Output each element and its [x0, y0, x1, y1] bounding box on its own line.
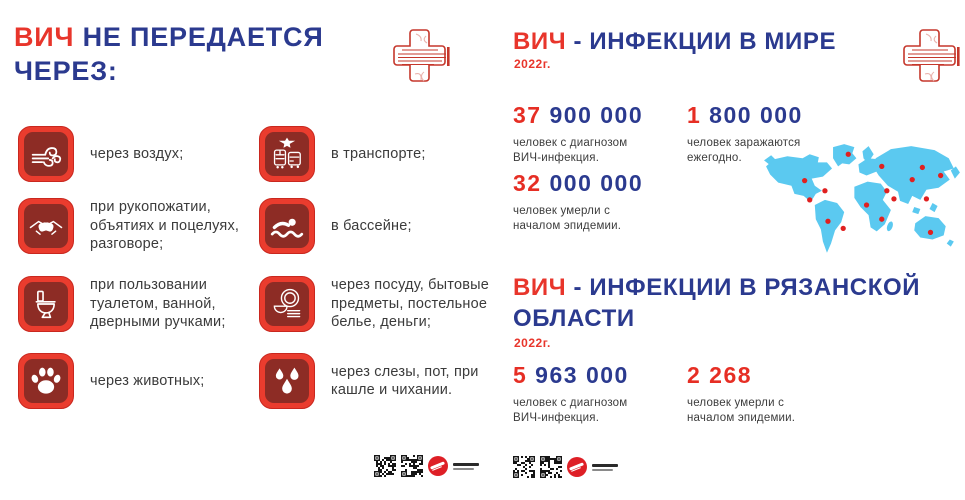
stat-value: 1 800 000 — [687, 102, 803, 128]
icon-tile — [259, 126, 315, 182]
toilet-icon — [24, 282, 68, 326]
icon-tile — [259, 198, 315, 254]
list-item-label: через посуду, бытовые предметы, постельное белье, деньги; — [331, 277, 490, 331]
list-item — [259, 198, 499, 254]
paw-icon — [24, 359, 68, 403]
list-item-label: при рукопожатии, объятиях и поцелуях, разговоре; — [90, 199, 240, 253]
world-year: 2022г. — [514, 57, 551, 71]
footer-contact-text — [453, 463, 479, 470]
stat-value: 2 268 — [687, 362, 753, 388]
icon-tile — [18, 126, 74, 182]
ryazan-title-rest: - ИНФЕКЦИИ В РЯЗАНСКОЙ ОБЛАСТИ — [513, 274, 921, 332]
qr-code — [540, 456, 562, 478]
dishes-icon — [265, 282, 309, 326]
drops-icon — [265, 359, 309, 403]
transport-icon — [265, 132, 309, 176]
ryazan-year: 2022г. — [514, 336, 551, 350]
ryazan-title-red: ВИЧ — [513, 274, 567, 301]
stat-block — [513, 170, 673, 234]
list-item — [259, 353, 509, 409]
icon-tile — [259, 353, 315, 409]
swimmer-icon — [265, 204, 309, 248]
stat-block — [513, 102, 673, 166]
wind-icon — [24, 132, 68, 176]
left-title-red: ВИЧ — [14, 22, 75, 52]
stat-caption: человек умерли с началом эпидемии. — [687, 397, 796, 424]
world-title-rest: - ИНФЕКЦИИ В МИРЕ — [566, 28, 837, 55]
icon-tile — [18, 198, 74, 254]
qr-code — [374, 455, 396, 477]
list-item — [18, 353, 258, 409]
world-title-red: ВИЧ — [513, 28, 567, 55]
stat-block — [687, 362, 847, 426]
list-item — [259, 126, 499, 182]
stat-value: 32 000 000 — [513, 170, 644, 196]
footer-contact-text — [592, 464, 618, 471]
stat-caption: человек с диагнозом ВИЧ-инфекция. — [513, 137, 628, 164]
round-brand-logo — [567, 457, 587, 477]
list-item-label: через слезы, пот, при кашле и чихании. — [331, 363, 479, 398]
stat-value: 5 963 000 — [513, 362, 629, 388]
list-item — [259, 276, 509, 332]
icon-tile — [18, 353, 74, 409]
stat-caption: человек заражаются ежегодно. — [687, 137, 801, 164]
stat-block — [513, 362, 673, 426]
world-map — [762, 142, 965, 275]
ryazan-section-title — [513, 272, 943, 334]
list-item — [18, 198, 258, 254]
list-item-label: в транспорте; — [331, 145, 426, 162]
footer-links-left — [374, 455, 479, 477]
icon-tile — [259, 276, 315, 332]
stat-caption: человек с диагнозом ВИЧ-инфекция. — [513, 397, 628, 424]
list-item-label: в бассейне; — [331, 217, 412, 234]
handshake-icon — [24, 204, 68, 248]
round-brand-logo — [428, 456, 448, 476]
left-title — [14, 20, 354, 88]
icon-tile — [18, 276, 74, 332]
qr-code — [513, 456, 535, 478]
left-title-rest: НЕ ПЕРЕДАЕТСЯ ЧЕРЕЗ: — [14, 22, 324, 86]
list-item — [18, 276, 258, 332]
qr-code — [401, 455, 423, 477]
world-section-title — [513, 26, 893, 57]
list-item-label: при пользовании туалетом, ванной, дверными ручками; — [90, 277, 226, 331]
medical-cross-logo — [898, 28, 962, 95]
list-item-label: через животных; — [90, 372, 205, 389]
list-item-label: через воздух; — [90, 145, 184, 162]
stat-value: 37 900 000 — [513, 102, 644, 128]
medical-cross-logo — [388, 28, 452, 95]
footer-links-right — [513, 456, 618, 478]
stat-caption: человек умерли с началом эпидемии. — [513, 205, 622, 232]
list-item — [18, 126, 258, 182]
